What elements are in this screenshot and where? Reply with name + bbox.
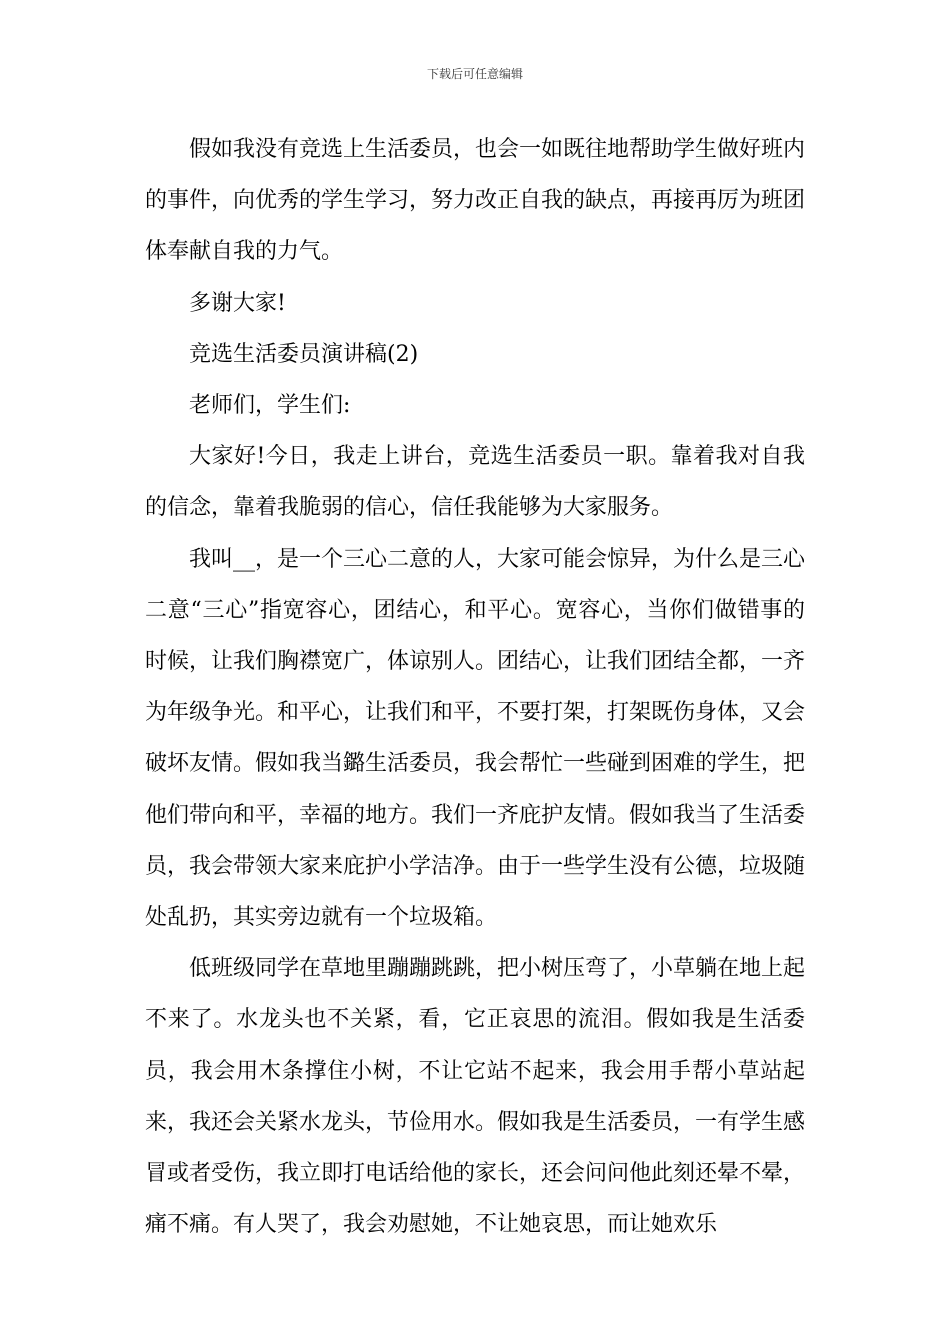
paragraph-1: 假如我没有竞选上生活委员，也会一如既往地帮助学生做好班内的事件，向优秀的学生学习，努力改正自我的缺点，再接再厉为班团体奉献自我的力气。	[145, 137, 806, 265]
document-body	[145, 124, 805, 1250]
section-title: 竞选生活委员演讲稿(2)	[189, 341, 419, 367]
paragraph-2: 多谢大家!	[189, 290, 286, 316]
page-header-note: 下载后可任意编辑	[426, 67, 523, 81]
paragraph-7: 低班级同学在草地里蹦蹦跳跳，把小树压弯了，小草躺在地上起不来了。水龙头也不关紧，看，它正哀思的流泪。假如我是生活委员，我会用木条撑住小树，不让它站不起来，我会用手帮小草站起来，我还会关紧水龙头，节俭用水。假如我是生活委员，一有学生感冒或者受伤，我立即打电话给他的家长，还会问问他此刻还晕不晕，痛不痛。有人哭了，我会劝慰她，不让她哀思，而让她欢乐	[145, 956, 806, 1238]
salutation: 老师们，学生们:	[189, 393, 351, 419]
paragraph-6: 我叫__，是一个三心二意的人，大家可能会惊异，为什么是三心二意“三心”指宽容心，团结心，和平心。宽容心，当你们做错事的时候，让我们胸襟宽广，体谅别人。团结心，让我们团结全都，一齐为年级争光。和平心，让我们和平，不要打架，打架既伤身体，又会破坏友情。假如我当鏴生活委员，我会帮忙一些碰到困难的学生，把他们带向和平，幸福的地方。我们一齐庇护友情。假如我当了生活委员，我会带领大家来庇护小学洁净。由于一些学生没有公德，垃圾随处乱扔，其实旁边就有一个垃圾箱。	[145, 546, 806, 931]
paragraph-5: 大家好!今日，我走上讲台，竞选生活委员一职。靠着我对自我的信念，靠着我脆弱的信心，信任我能够为大家服务。	[145, 444, 805, 521]
